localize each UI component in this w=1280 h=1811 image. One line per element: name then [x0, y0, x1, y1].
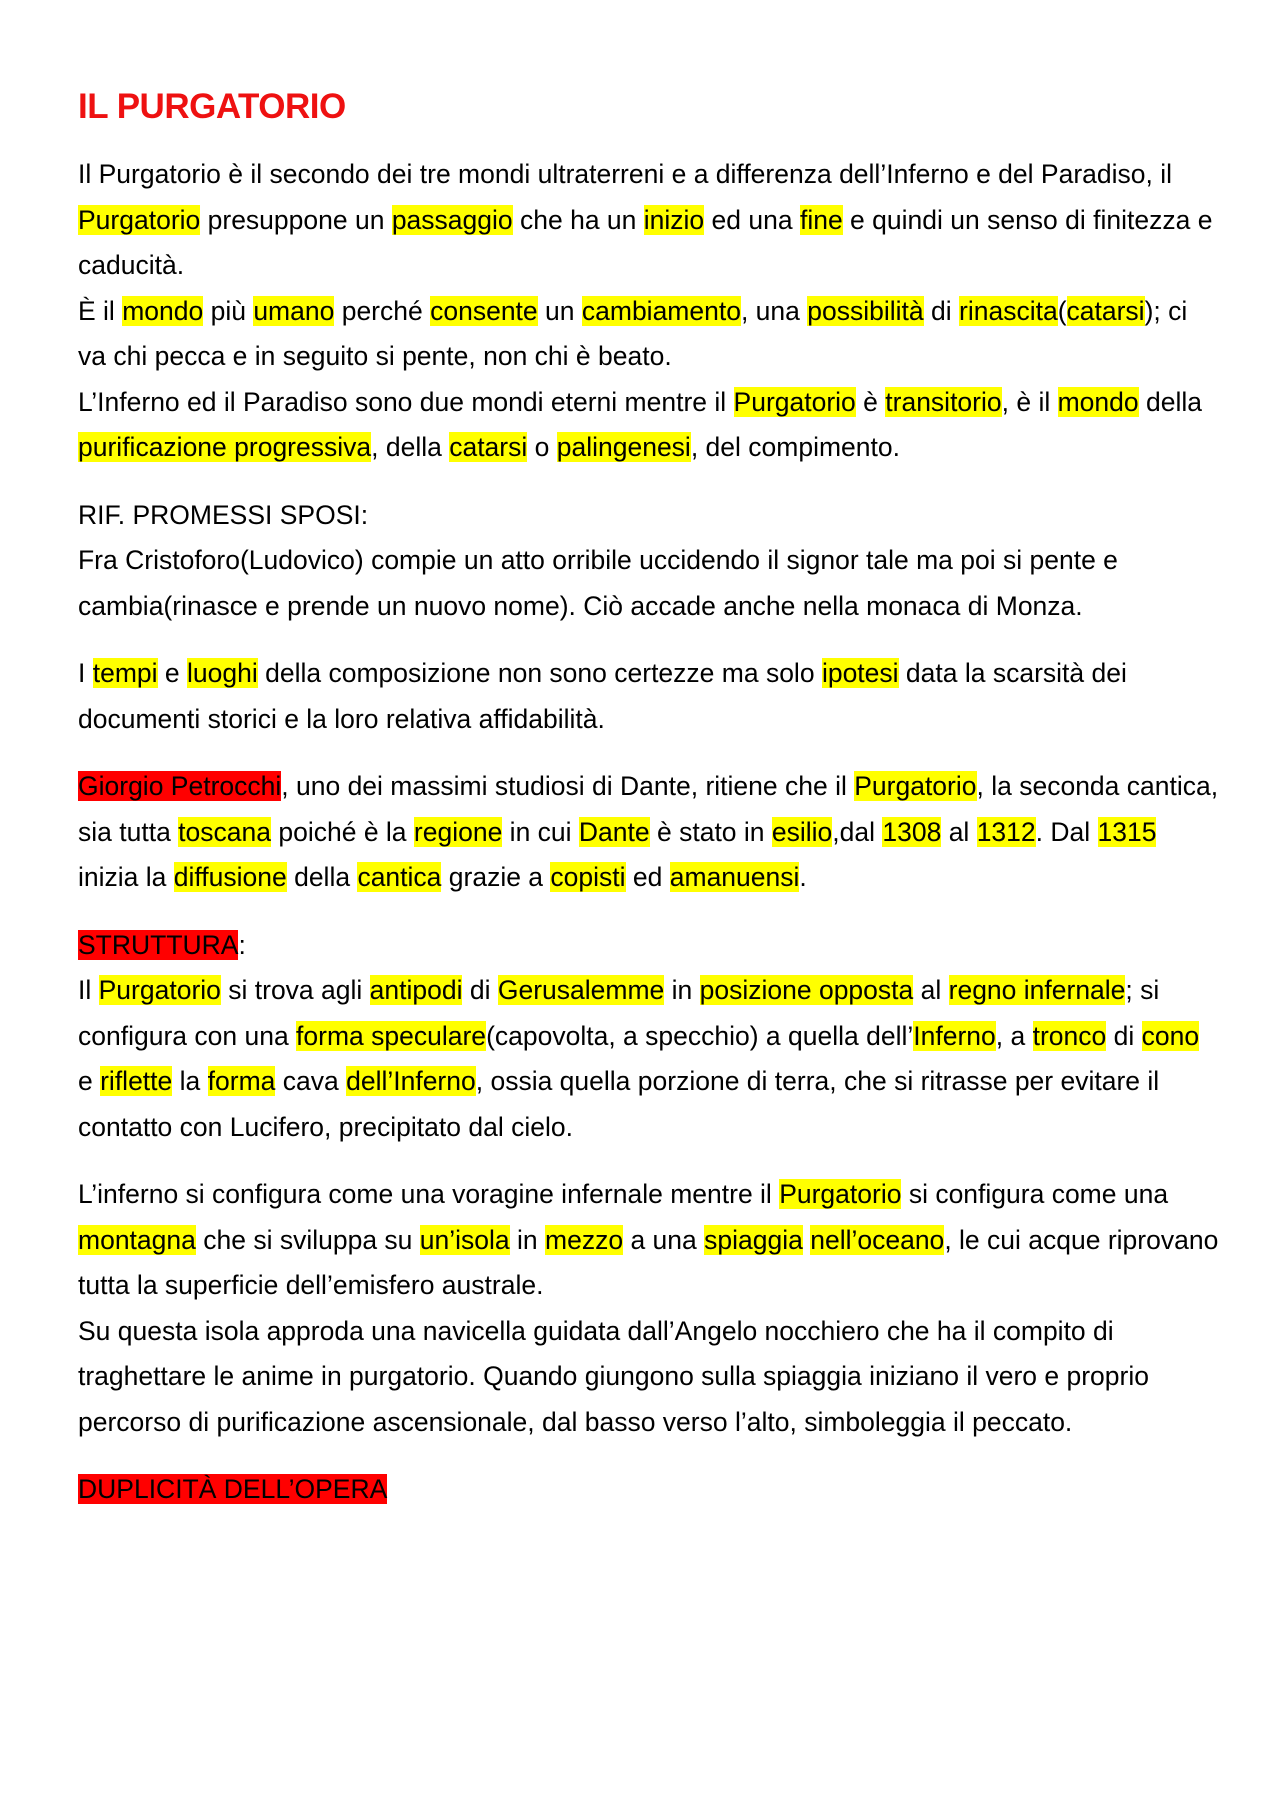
- highlighted-term: palingenesi: [556, 432, 691, 462]
- text-run: inizia la: [78, 862, 174, 892]
- highlighted-term: cantica: [357, 862, 442, 892]
- highlighted-term: Purgatorio: [733, 386, 856, 417]
- text-run: , della: [371, 432, 450, 462]
- text-line: [78, 1172, 1220, 1309]
- text-run: e quindi un senso di finitezza e caducità.: [78, 204, 1213, 280]
- text-run: I: [78, 658, 93, 688]
- text-run: della: [1138, 386, 1202, 417]
- highlighted-term: mondo: [1057, 386, 1139, 417]
- paragraph-petrocchi: [78, 764, 1220, 901]
- highlighted-term: mondo: [122, 295, 204, 326]
- text-run: della: [286, 862, 358, 892]
- text-run: un: [537, 295, 582, 326]
- highlighted-term: toscana: [178, 816, 271, 847]
- highlighted-term: regno infernale: [948, 975, 1126, 1005]
- text-run: cava: [275, 1066, 347, 1096]
- highlighted-term: catarsi: [449, 432, 528, 462]
- highlighted-term: transitorio: [885, 386, 1002, 417]
- highlighted-term: antipodi: [369, 975, 463, 1005]
- text-run: , uno dei massimi studiosi di Dante, ritiene che il: [281, 771, 855, 801]
- document-body: [78, 152, 1220, 1513]
- text-run: o: [527, 432, 557, 462]
- highlighted-term: Dante: [578, 816, 650, 847]
- text-run: che ha un: [512, 204, 644, 235]
- highlighted-term: forma speculare: [296, 1020, 487, 1051]
- text-line: [78, 651, 1220, 742]
- text-run: È il: [78, 295, 123, 326]
- text-run: , è il: [1001, 386, 1058, 417]
- highlighted-term: cono: [1141, 1020, 1200, 1051]
- highlighted-term: regione: [413, 816, 503, 847]
- highlighted-term: montagna: [78, 1224, 196, 1255]
- highlighted-term: fine: [799, 204, 843, 235]
- text-run: al: [941, 816, 977, 847]
- text-run: in: [509, 1224, 546, 1255]
- section-heading-highlight: DUPLICITÀ DELL’OPERA: [78, 1474, 388, 1504]
- text-run: di: [1106, 1020, 1142, 1051]
- text-run: al: [913, 975, 949, 1005]
- highlighted-term: cambiamento: [581, 295, 741, 326]
- text-run: ); ci va chi pecca e in seguito si pente, non chi è beato.: [78, 295, 1188, 371]
- highlighted-term: luoghi: [187, 658, 258, 688]
- document-title: IL PURGATORIO: [78, 87, 346, 126]
- highlighted-term: rinascita: [959, 295, 1058, 326]
- text-run: (: [1057, 295, 1067, 326]
- text-run: in cui: [502, 816, 579, 847]
- highlighted-term: umano: [253, 295, 335, 326]
- highlighted-term: passaggio: [391, 204, 513, 235]
- text-run: ,dal: [832, 816, 883, 847]
- paragraph-montagna: [78, 1172, 1220, 1445]
- text-run: Il: [78, 975, 99, 1005]
- text-run: , una: [740, 295, 808, 326]
- text-run: perché: [334, 295, 431, 326]
- text-run: ed: [625, 862, 670, 892]
- highlighted-term: nell’oceano: [810, 1224, 945, 1255]
- highlighted-term: inizio: [643, 204, 705, 235]
- text-line: [78, 289, 1220, 380]
- highlighted-term: esilio: [771, 816, 833, 847]
- text-line: [78, 380, 1220, 471]
- highlighted-term: posizione opposta: [699, 975, 914, 1005]
- highlighted-term: tronco: [1032, 1020, 1107, 1051]
- text-run: a una: [623, 1224, 705, 1255]
- text-run: RIF. PROMESSI SPOSI:: [78, 499, 369, 530]
- text-line: [78, 152, 1220, 289]
- text-run: , le cui acque riprovano tutta la superficie dell’emisfero australe.: [78, 1224, 1219, 1300]
- text-run: .: [799, 862, 807, 892]
- highlighted-term: un’isola: [419, 1224, 510, 1255]
- highlighted-term: forma: [207, 1066, 276, 1096]
- highlighted-term: spiaggia: [704, 1224, 803, 1255]
- text-run: la: [172, 1066, 208, 1096]
- highlighted-term: possibilità: [807, 295, 924, 326]
- text-run: ; si configura con una: [78, 975, 1160, 1051]
- highlighted-term: Gerusalemme: [497, 975, 665, 1005]
- highlighted-term: catarsi: [1066, 295, 1145, 326]
- text-line: [78, 1309, 1220, 1446]
- text-run: L’inferno si configura come una voragine infernale mentre il: [78, 1179, 780, 1209]
- highlighted-term: Inferno: [913, 1020, 996, 1051]
- text-run: (capovolta, a specchio) a quella dell’: [486, 1020, 914, 1051]
- text-run: :: [238, 929, 246, 960]
- highlighted-term: purificazione progressiva: [78, 432, 372, 462]
- text-run: si configura come una: [901, 1179, 1169, 1209]
- highlighted-term: 1308: [882, 816, 942, 847]
- paragraph-intro: [78, 152, 1220, 471]
- text-line: [78, 538, 1220, 629]
- text-run: e: [78, 1066, 101, 1096]
- text-line: [78, 1467, 1220, 1513]
- text-run: Fra Cristoforo(Ludovico) compie un atto orribile uccidendo il signor tale ma poi si pente e cambia(rinasce e prende un nuovo nome). Ciò accade anche nella monaca di Monza.: [78, 545, 1118, 621]
- text-run: è: [855, 386, 886, 417]
- highlighted-term: 1315: [1097, 816, 1157, 847]
- highlighted-term: copisti: [550, 862, 626, 892]
- section-heading-highlight: STRUTTURA: [78, 929, 239, 960]
- highlighted-term: Purgatorio: [854, 771, 977, 801]
- text-run: , a: [995, 1020, 1033, 1051]
- text-run: grazie a: [441, 862, 551, 892]
- highlighted-term: consente: [430, 295, 538, 326]
- text-run: è stato in: [649, 816, 772, 847]
- highlighted-term: riflette: [100, 1066, 173, 1096]
- text-run: presuppone un: [200, 204, 392, 235]
- text-run: di: [923, 295, 959, 326]
- paragraph-tempi-luoghi: [78, 651, 1220, 742]
- text-line: [78, 968, 1220, 1150]
- text-run: , del compimento.: [690, 432, 900, 462]
- text-run: data la scarsità dei documenti storici e la loro relativa affidabilità.: [78, 658, 1127, 734]
- text-run: L’Inferno ed il Paradiso sono due mondi eterni mentre il: [78, 386, 734, 417]
- text-run: di: [462, 975, 498, 1005]
- text-run: e: [157, 658, 188, 688]
- highlighted-term: Purgatorio: [78, 204, 201, 235]
- text-run: ed una: [704, 204, 800, 235]
- paragraph-promessi-sposi: [78, 493, 1220, 630]
- text-line: [78, 493, 1220, 539]
- highlighted-term: ipotesi: [821, 658, 899, 688]
- text-run: , la seconda cantica, sia tutta: [78, 771, 1219, 847]
- highlighted-term: tempi: [92, 658, 158, 688]
- highlighted-term: 1312: [976, 816, 1036, 847]
- highlighted-term: mezzo: [545, 1224, 624, 1255]
- text-run: che si sviluppa su: [195, 1224, 420, 1255]
- highlighted-term: Purgatorio: [98, 975, 221, 1005]
- text-run: più: [203, 295, 254, 326]
- highlighted-term: Purgatorio: [779, 1179, 902, 1209]
- text-run: Su questa isola approda una navicella guidata dall’Angelo nocchiero che ha il compito di traghettare le anime in purgatorio. Quando giungono sulla spiaggia iniziano il vero e proprio percorso di purificazione ascensionale, dal basso verso l’alto, simboleggia il peccato.: [78, 1315, 1149, 1437]
- text-run: in: [664, 975, 700, 1005]
- text-run: poiché è la: [271, 816, 414, 847]
- highlighted-term: amanuensi: [669, 862, 800, 892]
- text-run: . Dal: [1035, 816, 1098, 847]
- text-run: della composizione non sono certezze ma solo: [257, 658, 822, 688]
- text-run: Il Purgatorio è il secondo dei tre mondi ultraterreni e a differenza dell’Inferno e del Paradiso, il: [78, 159, 1172, 189]
- text-line: [78, 764, 1220, 901]
- paragraph-struttura: [78, 923, 1220, 1151]
- text-line: [78, 923, 1220, 969]
- section-heading-highlight: Giorgio Petrocchi: [78, 771, 282, 801]
- highlighted-term: diffusione: [173, 862, 287, 892]
- paragraph-duplicita: [78, 1467, 1220, 1513]
- text-run: , ossia quella porzione di terra, che si ritrasse per evitare il contatto con Lucifero, precipitato dal cielo.: [78, 1066, 1160, 1142]
- highlighted-term: dell’Inferno: [346, 1066, 476, 1096]
- text-run: si trova agli: [220, 975, 370, 1005]
